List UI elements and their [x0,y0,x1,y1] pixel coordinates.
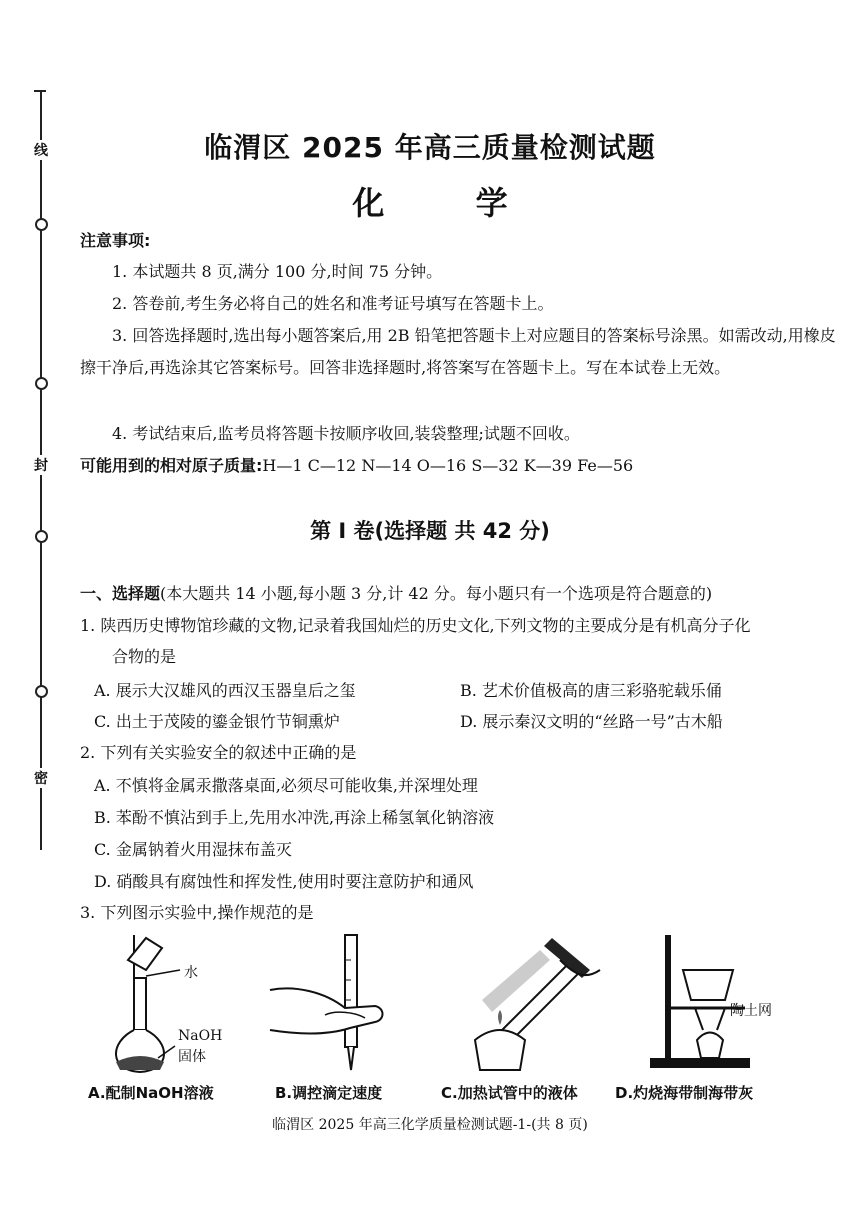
q2-option-a: A. 不慎将金属汞撒落桌面,必须尽可能收集,并深埋处理 [94,776,478,795]
note-item: 4. 考试结束后,监考员将答题卡按顺序收回,装袋整理;试题不回收。 [112,424,580,443]
margin-circle [35,377,48,390]
question-1-stem-cont: 合物的是 [112,647,177,666]
exam-subject: 化 学 [352,184,548,222]
notes-heading: 注意事项: [80,231,151,250]
figure-b-burette [265,930,405,1075]
question-1-stem: 1. 陕西历史博物馆珍藏的文物,记录着我国灿烂的历史文化,下列文物的主要成分是有机高分子化 [80,616,751,635]
caption-d: D.灼烧海带制海带灰 [615,1084,754,1102]
label-water: 水 [184,965,198,981]
label-solid: 固体 [178,1049,206,1065]
margin-char-seal: 封 [31,455,51,475]
margin-char-secret: 密 [31,768,51,788]
atomic-masses-label: 可能用到的相对原子质量: [80,456,263,475]
caption-c: C.加热试管中的液体 [441,1084,578,1102]
part-heading [80,578,840,609]
q1-option-c: C. 出土于茂陵的鎏金银竹节铜熏炉 [94,712,340,731]
note-item: 2. 答卷前,考生务必将自己的姓名和准考证号填写在答题卡上。 [112,294,554,313]
margin-circle [35,685,48,698]
section-title: 第 Ⅰ 卷(选择题 共 42 分) [310,519,550,543]
figure-c-test-tube-heating [460,930,605,1075]
part-label: 一、选择题 [80,584,161,603]
atomic-masses-line [80,450,840,481]
q1-option-d: D. 展示秦汉文明的“丝路一号”古木船 [460,712,723,731]
q1-option-b: B. 艺术价值极高的唐三彩骆驼载乐俑 [460,681,722,700]
q1-option-a: A. 展示大汉雄风的西汉玉器皇后之玺 [94,681,356,700]
caption-a: A.配制NaOH溶液 [88,1084,214,1102]
label-naoh: NaOH [178,1028,223,1044]
caption-b: B.调控滴定速度 [275,1084,383,1102]
binding-line-cap [34,90,46,92]
q2-option-c: C. 金属钠着火用湿抹布盖灭 [94,840,292,859]
label-clay-gauze: 陶土网 [730,1003,772,1019]
q2-option-d: D. 硝酸具有腐蚀性和挥发性,使用时要注意防护和通风 [94,872,474,891]
question-2-stem: 2. 下列有关实验安全的叙述中正确的是 [80,743,357,762]
q2-option-b: B. 苯酚不慎沾到手上,先用水冲洗,再涂上稀氢氧化钠溶液 [94,808,495,827]
note-item: 1. 本试题共 8 页,满分 100 分,时间 75 分钟。 [112,262,443,281]
margin-char-line: 线 [31,140,51,160]
atomic-masses-values: H—1 C—12 N—14 O—16 S—32 K—39 Fe—56 [262,456,634,475]
note-item: 3. 回答选择题时,选出每小题答案后,用 2B 铅笔把答题卡上对应题目的答案标号涂黑。如需改动,用橡皮擦干净后,再选涂其它答案标号。回答非选择题时,将答案写在答题卡上。写在本试卷上无效。 [80,326,836,377]
part-description: (本大题共 14 小题,每小题 3 分,计 42 分。每小题只有一个选项是符合题意的) [160,584,713,603]
page-footer: 临渭区 2025 年高三化学质量检测试题-1-(共 8 页) [272,1117,588,1133]
question-3-stem: 3. 下列图示实验中,操作规范的是 [80,903,314,922]
exam-title: 临渭区 2025 年高三质量检测试题 [204,131,656,164]
